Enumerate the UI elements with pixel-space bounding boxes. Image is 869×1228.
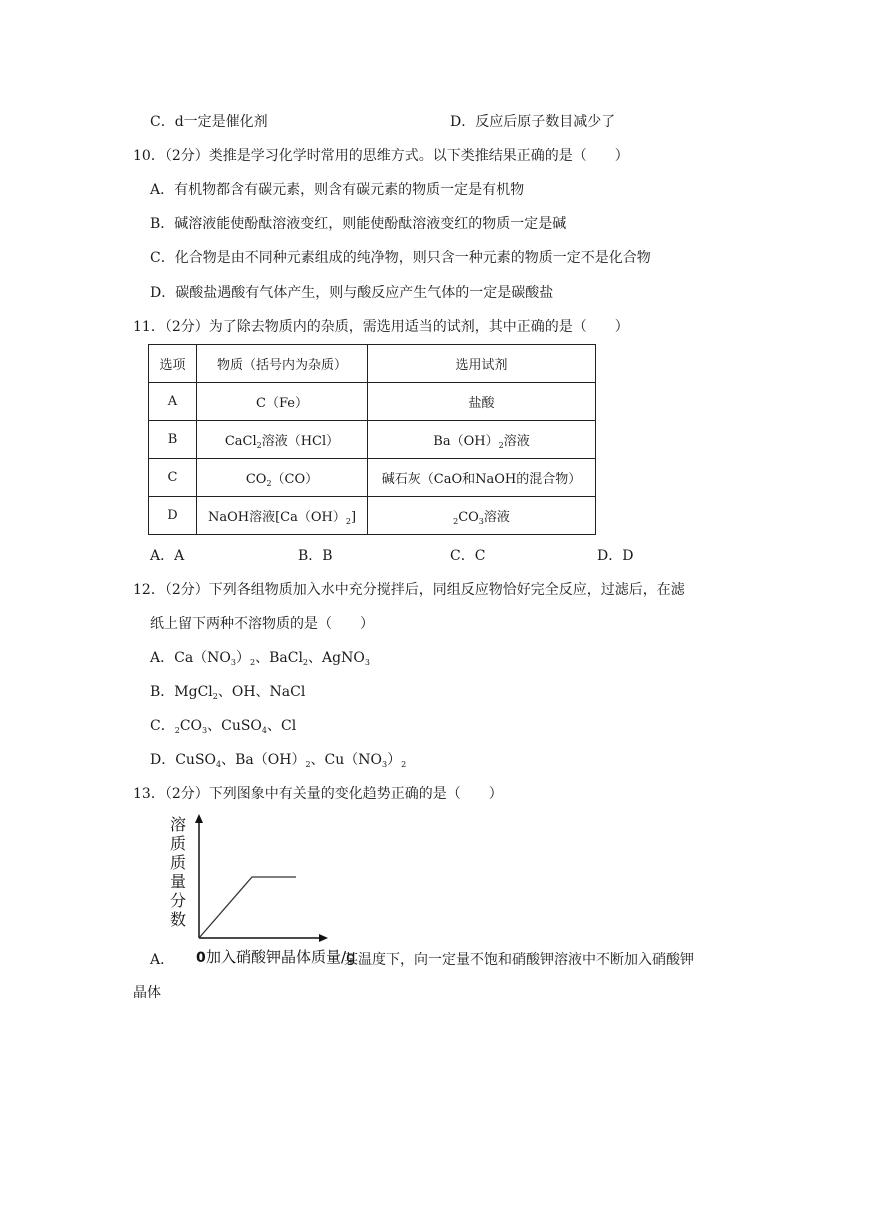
y-label-char: 溶 (170, 815, 187, 834)
q11-answer-a: A．A (150, 548, 185, 564)
row-reagent: 盐酸 (368, 383, 596, 421)
row-reagent: $_2CO_3$溶液 (368, 497, 596, 535)
q10-option-d: D．碳酸盐遇酸有气体产生，则与酸反应产生气体的一定是碳酸盐 (150, 285, 554, 301)
y-label-char: 质 (170, 853, 187, 872)
row-label: D (149, 497, 197, 535)
y-axis-arrow (195, 814, 203, 823)
table-row (149, 421, 596, 459)
y-label-char: 分 (170, 891, 187, 910)
row-substance: $CO_2(CO)$ (197, 459, 368, 497)
row-substance: C（Fe） (197, 383, 368, 421)
row-substance: NaOH溶液$[Ca(OH)_2]$ (197, 497, 368, 535)
q10-option-c: C．化合物是由不同种元素组成的纯净物，则只含一种元素的物质一定不是化合物 (150, 250, 651, 266)
y-label-char: 质 (170, 834, 187, 853)
table-header-row (149, 345, 596, 383)
row-reagent: $Ba(OH)_2$溶液 (368, 421, 596, 459)
q12-stem-line2: 纸上留下两种不溶物质的是（ ） (150, 616, 374, 632)
q12-stem-line1: 12．（2分）下列各组物质加入水中充分搅拌后，同组反应物恰好完全反应，过滤后，在滤 (133, 582, 685, 598)
q12-option-a: A．$Ca(NO_3)_2$、BaCl$_2$、AgNO$_3$ (150, 650, 370, 667)
trend-line (199, 877, 296, 938)
q10-option-a: A．有机物都含有碳元素，则含有碳元素的物质一定是有机物 (150, 182, 525, 198)
header-option: 选项 (149, 345, 197, 383)
q9-option-d: D．反应后原子数目减少了 (450, 114, 616, 130)
q13-option-a-text-cont: 晶体 (133, 985, 161, 1001)
row-label: B (149, 421, 197, 459)
header-reagent: 选用试剂 (368, 345, 596, 383)
q13-option-a-text: 某温度下，向一定量不饱和硝酸钾溶液中不断加入硝酸钾 (344, 952, 694, 968)
y-label-char: 量 (170, 872, 187, 891)
q13-graph-a (168, 810, 356, 970)
table-row (149, 383, 596, 421)
x-axis-arrow (319, 934, 328, 942)
y-label-char: 数 (170, 910, 187, 929)
header-substance: 物质（括号内为杂质） (197, 345, 368, 383)
q10-option-b: B．碱溶液能使酚酞溶液变红，则能使酚酞溶液变红的物质一定是碱 (150, 216, 567, 232)
q9-option-c: C．d一定是催化剂 (150, 114, 268, 130)
origin-label: 0 (196, 950, 206, 966)
q12-option-c: C．$_2CO_3$、CuSO$_4$、Cl (150, 718, 297, 735)
q13-option-a-label: A． (150, 952, 175, 968)
q11-options-table (148, 344, 596, 535)
table-row (149, 459, 596, 497)
q11-stem: 11．（2分）为了除去物质内的杂质，需选用适当的试剂，其中正确的是（ ） (133, 319, 629, 335)
row-label: C (149, 459, 197, 497)
q12-option-d: D．CuSO$_4$、$Ba(OH)_2$、$Cu(NO_3)_2$ (150, 752, 407, 769)
row-substance: CaCl$_2$溶液（HCl） (197, 421, 368, 459)
table-row (149, 497, 596, 535)
q12-option-b: B．MgCl$_2$、OH、NaCl (150, 684, 306, 701)
row-reagent: 碱石灰（CaO和NaOH的混合物） (368, 459, 596, 497)
q11-answer-d: D．D (597, 548, 634, 564)
x-axis-label: 加入硝酸钾晶体质量/g (206, 948, 356, 966)
q13-stem: 13．（2分）下列图象中有关量的变化趋势正确的是（ ） (133, 786, 503, 802)
q11-answer-c: C．C (450, 548, 486, 564)
q11-answer-b: B．B (298, 548, 333, 564)
q10-stem: 10．（2分）类推是学习化学时常用的思维方式。以下类推结果正确的是（ ） (133, 148, 629, 164)
row-label: A (149, 383, 197, 421)
